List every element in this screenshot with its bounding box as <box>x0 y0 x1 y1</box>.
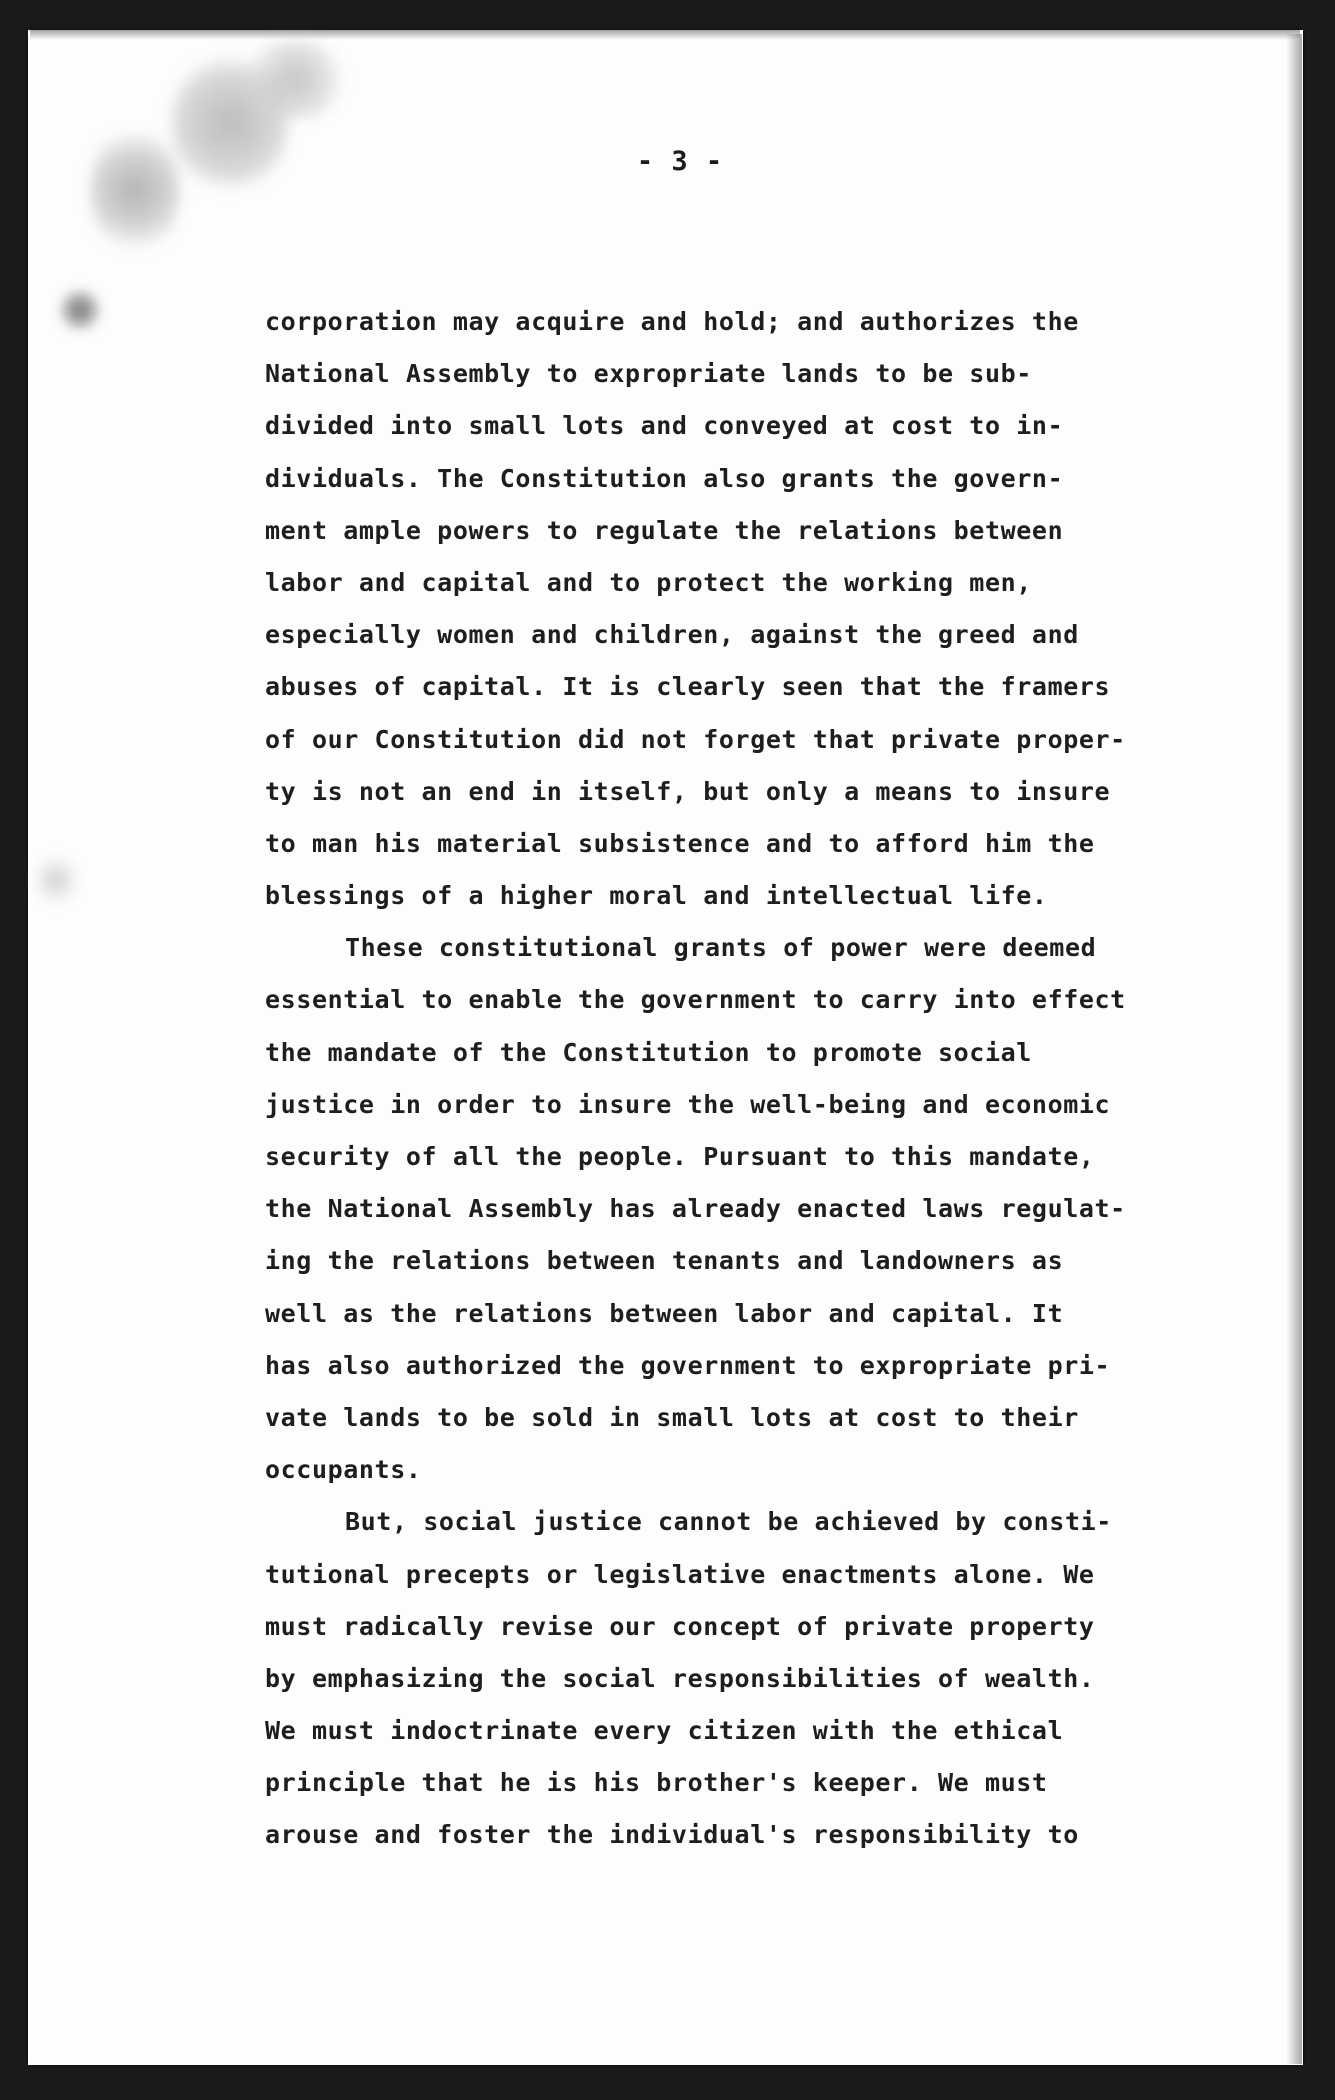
text-line: ment ample powers to regulate the relations between <box>265 515 1064 545</box>
text-line: principle that he is his brother's keeper. We must <box>265 1768 1048 1798</box>
text-line: must radically revise our concept of private property <box>265 1611 1095 1641</box>
text-line: occupants. <box>265 1455 422 1485</box>
paper-right-edge-shadow <box>1286 34 1302 2064</box>
text-line: ty is not an end in itself, but only a means to insure <box>265 776 1111 806</box>
text-line: But, social justice cannot be achieved by consti- <box>345 1507 1112 1537</box>
ink-spot <box>60 290 100 330</box>
text-line: dividuals. The Constitution also grants the govern- <box>265 463 1064 493</box>
text-line: well as the relations between labor and capital. It <box>265 1298 1064 1328</box>
text-line: security of all the people. Pursuant to this mandate, <box>265 1142 1095 1171</box>
smudge <box>36 850 76 910</box>
text-line: of our Constitution did not forget that private proper- <box>265 724 1126 754</box>
text-line: National Assembly to expropriate lands to be sub- <box>265 359 1032 389</box>
typewritten-body <box>265 296 1165 1862</box>
text-line: the National Assembly has already enacted laws regulat- <box>265 1194 1126 1224</box>
text-line: justice in order to insure the well-being and economic <box>265 1089 1111 1119</box>
paper-top-edge-shadow <box>30 30 1300 40</box>
page-number: - 3 - <box>636 146 724 177</box>
text-line: to man his material subsistence and to afford him the <box>265 828 1095 858</box>
text-line: We must indoctrinate every citizen with the ethical <box>265 1716 1064 1746</box>
text-line: by emphasizing the social responsibilities of wealth. <box>265 1663 1095 1693</box>
text-line: divided into small lots and conveyed at cost to in- <box>265 411 1064 441</box>
text-line: corporation may acquire and hold; and authorizes the <box>265 307 1079 336</box>
text-line: labor and capital and to protect the working men, <box>265 567 1032 597</box>
text-line: These constitutional grants of power were deemed <box>345 933 1097 963</box>
text-line: arouse and foster the individual's responsibility to <box>265 1820 1079 1850</box>
text-line: abuses of capital. It is clearly seen that the framers <box>265 672 1111 702</box>
text-line: ing the relations between tenants and landowners as <box>265 1246 1064 1276</box>
text-line: the mandate of the Constitution to promote social <box>265 1037 1032 1067</box>
text-line: has also authorized the government to expropriate pri- <box>265 1350 1111 1380</box>
text-line: especially women and children, against the greed and <box>265 620 1079 650</box>
ink-stain <box>240 40 350 120</box>
text-line: vate lands to be sold in small lots at cost to their <box>265 1402 1079 1432</box>
ink-stain <box>90 120 180 260</box>
text-line: blessings of a higher moral and intellectual life. <box>265 881 1048 911</box>
text-line: essential to enable the government to carry into effect <box>265 985 1126 1015</box>
text-line: tutional precepts or legislative enactments alone. We <box>265 1559 1095 1589</box>
